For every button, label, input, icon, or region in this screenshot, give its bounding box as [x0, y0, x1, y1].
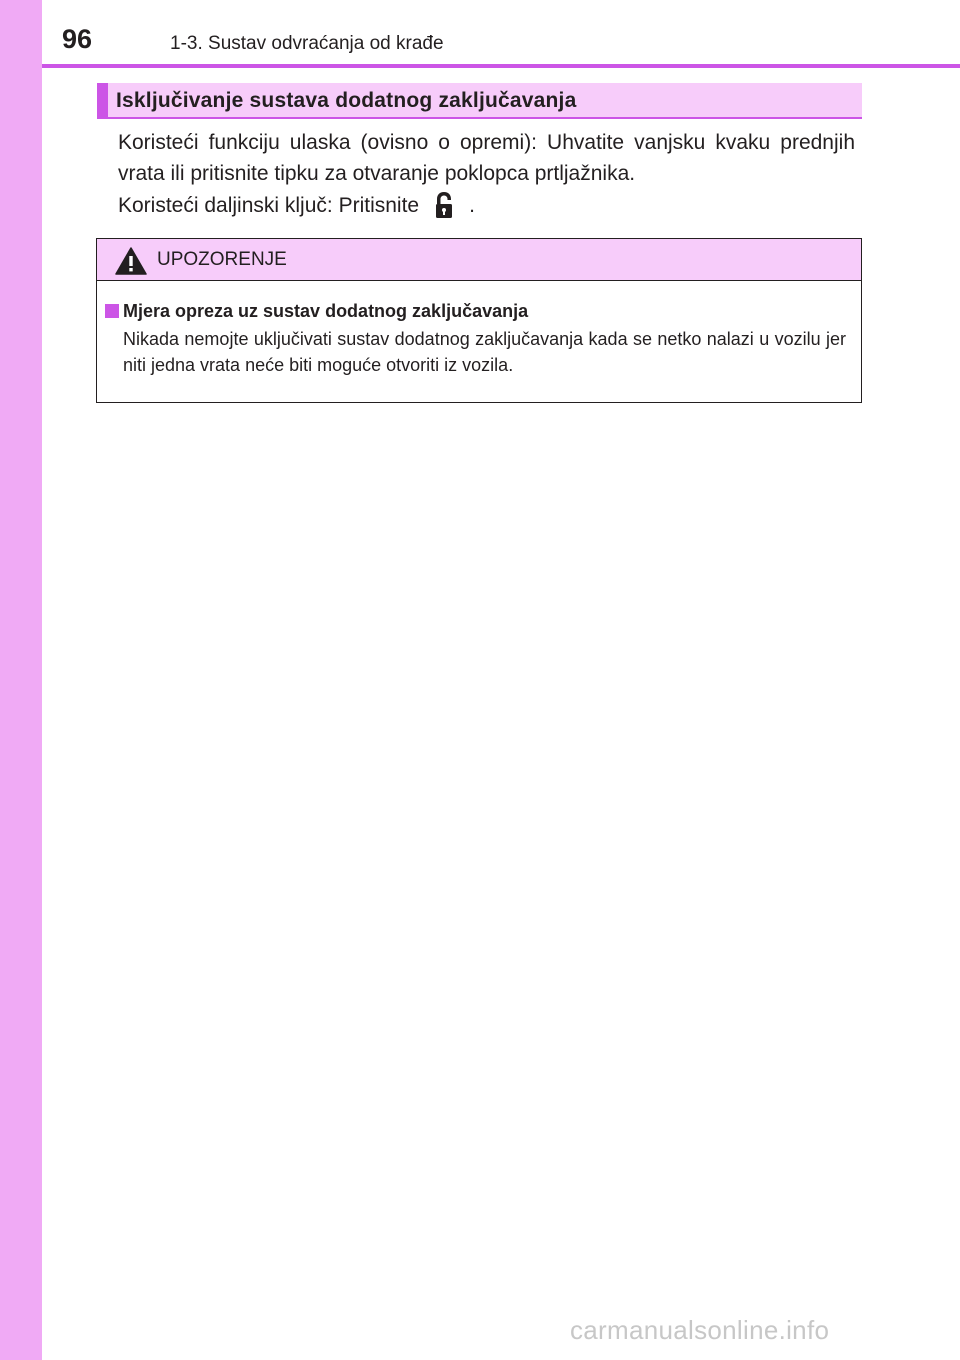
entry-function-paragraph: Koristeći funkciju ulaska (ovisno o opremi): Uhvatite vanjsku kvaku prednjih vrata ili pritisnite tipku za otvaranje poklopca prtljažnika.: [118, 131, 855, 185]
section-heading-bar: [97, 83, 108, 117]
warning-triangle-icon: [115, 247, 147, 275]
remote-key-text-end: .: [469, 194, 475, 217]
warning-title-text: Mjera opreza uz sustav dodatnog zaključavanja: [123, 301, 529, 321]
warning-text: Nikada nemojte uključivati sustav dodatnog zaključavanja kada se netko nalazi u vozilu jer niti jedna vrata neće biti moguće otvoriti iz vozila.: [123, 329, 846, 375]
watermark: carmanualsonline.info: [570, 1315, 830, 1345]
bullet-square-icon: [105, 304, 119, 318]
warning-box: [96, 238, 862, 403]
unlock-padlock-icon: [433, 190, 455, 220]
section-heading: [97, 83, 862, 119]
header-divider: [42, 64, 960, 68]
page-number: 96: [62, 24, 93, 54]
side-tab-strip: [0, 0, 42, 1360]
warning-title: [105, 299, 528, 323]
warning-header: [97, 239, 861, 281]
section-heading-text: Isključivanje sustava dodatnog zaključavanja: [116, 89, 577, 112]
remote-key-paragraph: [118, 190, 855, 221]
remote-key-text: Koristeći daljinski ključ: Pritisnite: [118, 194, 420, 217]
warning-label: UPOZORENJE: [157, 249, 287, 270]
chapter-title: 1-3. Sustav odvraćanja od krađe: [170, 33, 444, 54]
